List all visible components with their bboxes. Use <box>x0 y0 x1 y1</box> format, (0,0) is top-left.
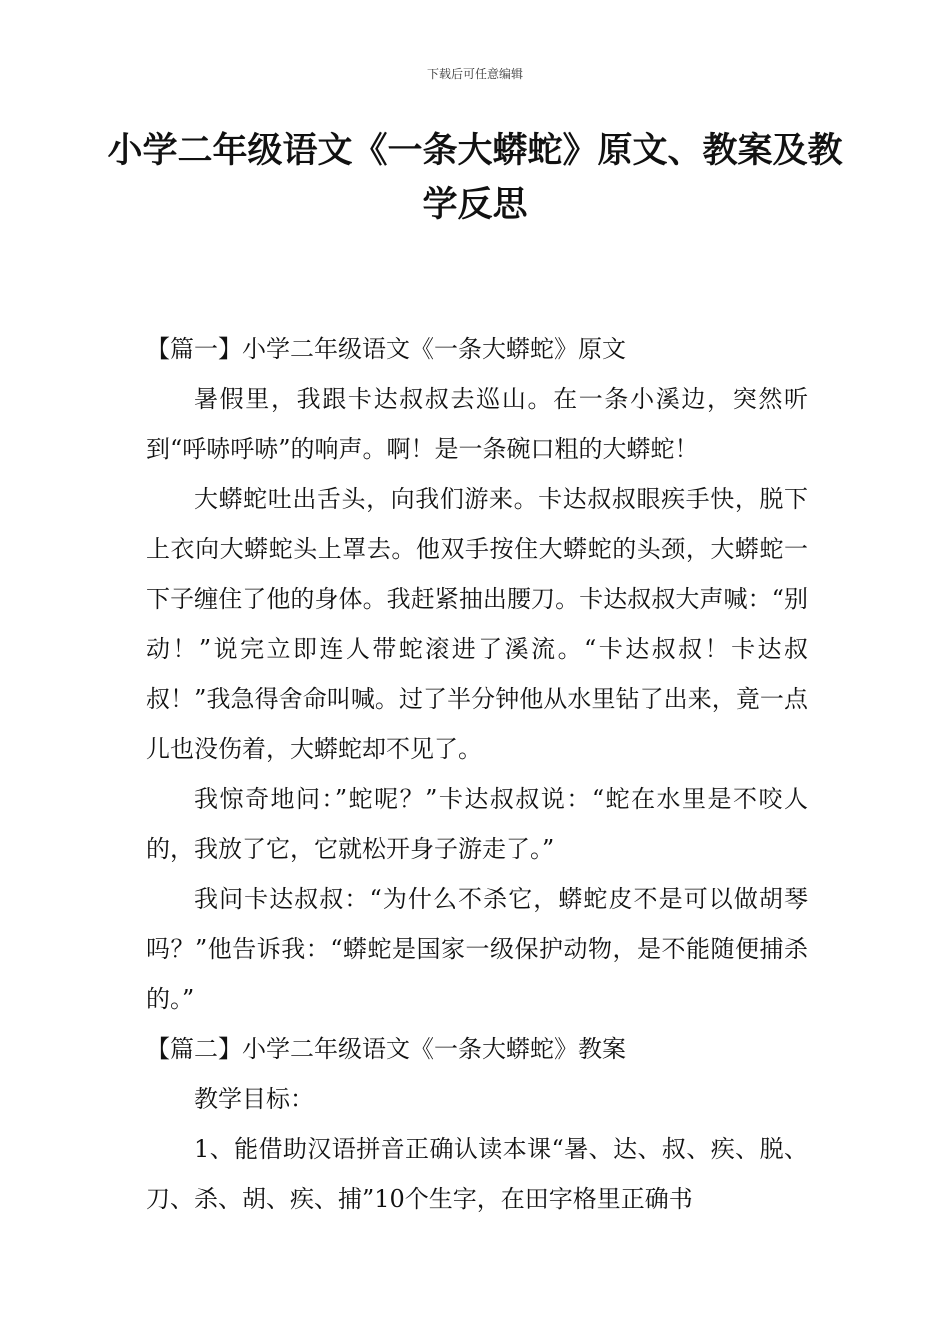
header-note: 下载后可任意编辑 <box>426 67 523 81</box>
paragraph-3: 我惊奇地问：”蛇呢？”卡达叔叔说：“蛇在水里是不咬人的，我放了它，它就松开身子游走了。” <box>146 785 808 863</box>
paragraph-1: 暑假里，我跟卡达叔叔去巡山。在一条小溪边，突然听到“呼哧呼哧”的响声。啊！是一条碗口粗的大蟒蛇！ <box>146 385 808 463</box>
paragraph-4: 我问卡达叔叔：“为什么不杀它，蟒蛇皮不是可以做胡琴吗？”他告诉我：“蟒蛇是国家一级保护动物，是不能随便捕杀的。” <box>146 885 808 1013</box>
document-title: 小学二年级语文《一条大蟒蛇》原文、教案及教学反思 <box>107 131 843 225</box>
paragraph-6: 1、能借助汉语拼音正确认读本课“暑、达、叔、疾、脱、刀、杀、胡、疾、捕”10个生字，在田字格里正确书 <box>146 1135 808 1213</box>
section-heading-2: 【篇二】小学二年级语文《一条大蟒蛇》教案 <box>146 1035 626 1063</box>
paragraph-5: 教学目标： <box>194 1085 314 1113</box>
paragraph-2: 大蟒蛇吐出舌头，向我们游来。卡达叔叔眼疾手快，脱下上衣向大蟒蛇头上罩去。他双手按住大蟒蛇的头颈，大蟒蛇一下子缠住了他的身体。我赶紧抽出腰刀。卡达叔叔大声喊：“别动！”说完立即连人带蛇滚进了溪流。“卡达叔叔！卡达叔叔！”我急得舍命叫喊。过了半分钟他从水里钻了出来，竟一点儿也没伤着，大蟒蛇却不见了。 <box>146 485 808 763</box>
document-body <box>146 324 808 1224</box>
section-heading-1: 【篇一】小学二年级语文《一条大蟒蛇》原文 <box>146 335 626 363</box>
